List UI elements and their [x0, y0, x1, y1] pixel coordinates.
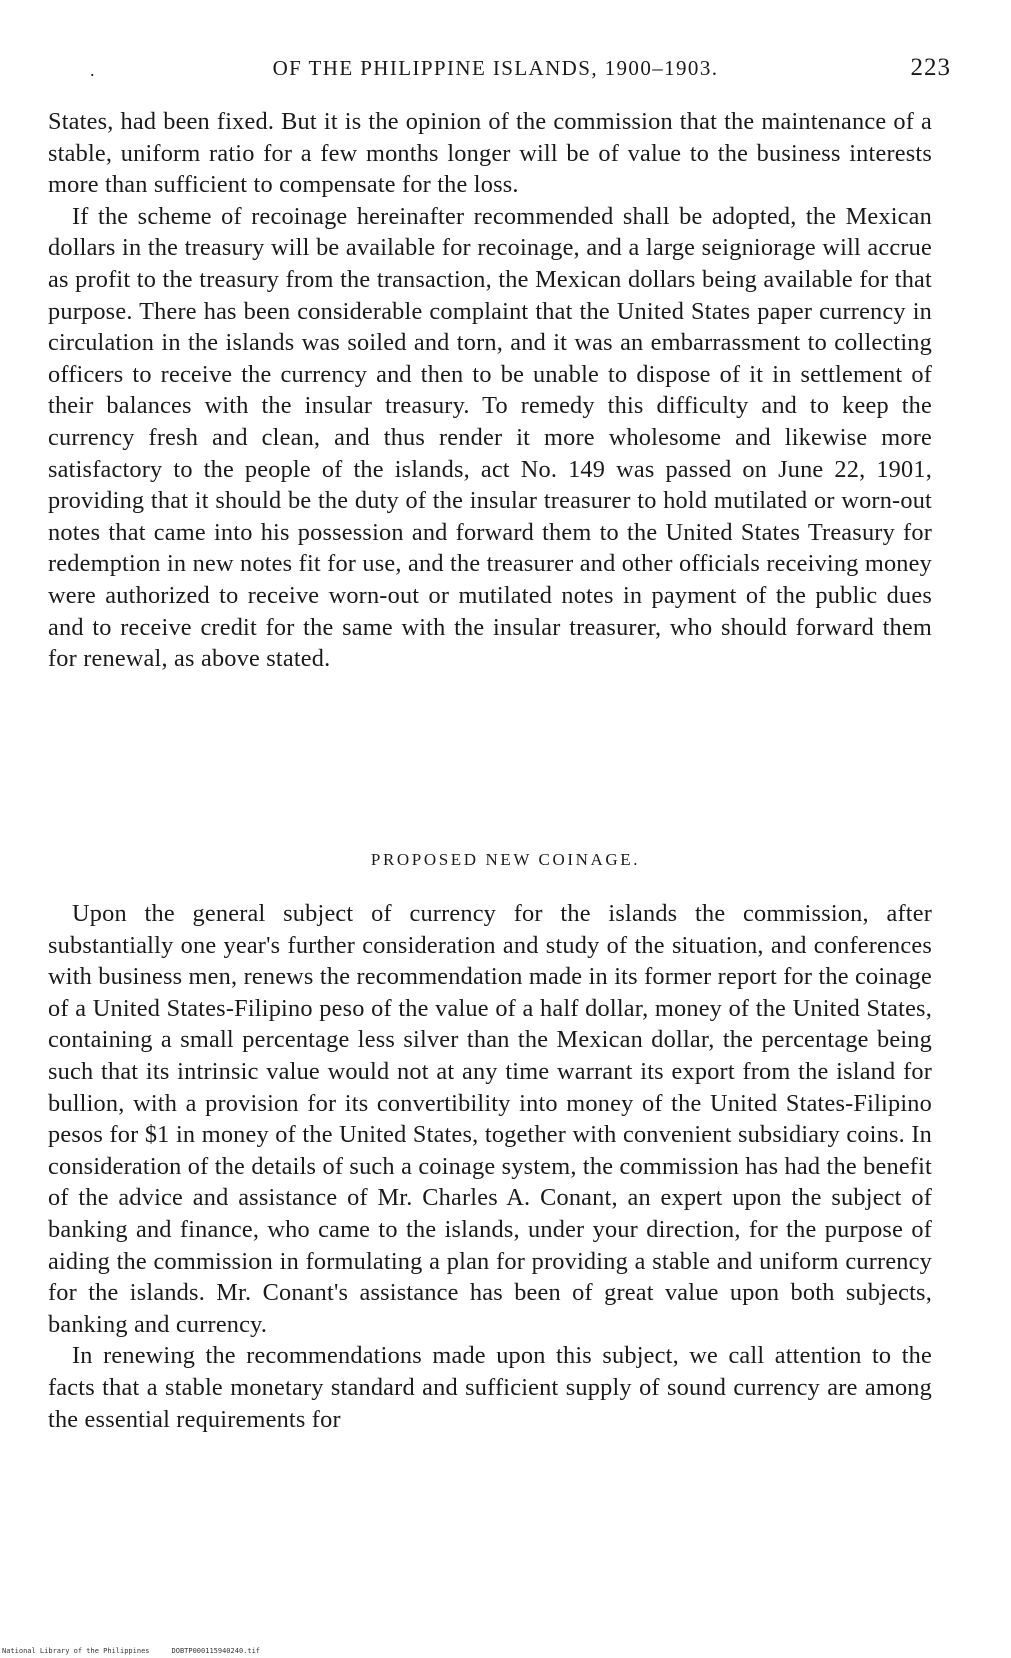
page-header [40, 50, 951, 90]
scan-footer [2, 1647, 260, 1655]
body-text-lower [48, 898, 932, 1435]
page-number: 223 [910, 54, 951, 81]
paragraph-continuation: States, had been fixed. But it is the opinion of the commission that the maintenance of a stable, uniform ratio for a few months longer will be of value to the business interests more than sufficient to compensate for the loss. [48, 108, 932, 199]
paragraph-recoinage: If the scheme of recoinage hereinafter recommended shall be adopted, the Mexican dollars in the treasury will be available for recoinage, and a large seigniorage will accrue as profit to the treasury from the transaction, the Mexican dollars being available for that purpose. There has been considerable complaint that the United States paper currency in circulation in the islands was soiled and torn, and it was an embarrassment to collecting officers to receive the currency and then to be unable to dispose of it in settlement of their balances with the insular treasury. To remedy this difficulty and to keep the currency fresh and clean, and thus render it more wholesome and likewise more satisfactory to the people of the islands, act No. 149 was passed on June 22, 1901, providing that it should be the duty of the insular treasurer to hold mutilated or worn-out notes that came into his possession and forward them to the United States Treasury for redemption in new notes fit for use, and the treasurer and other officials receiving money were authorized to receive worn-out or mutilated notes in payment of the public dues and to receive credit for the same with the insular treasurer, who should forward them for renewal, as above stated. [48, 202, 932, 673]
header-dot: . [90, 60, 95, 80]
footer-library: National Library of the Philippines [2, 1647, 150, 1655]
body-text-upper [48, 106, 932, 675]
paragraph-currency: Upon the general subject of currency for the islands the commission, after substantially one year's further consideration and study of the situation, and conferences with business men, renews the recommendation made in its former report for the coinage of a United States-Filipino peso of the value of a half dollar, money of the United States, containing a small percentage less silver than the Mexican dollar, the percentage being such that its intrinsic value would not at any time warrant its export from the island for bullion, with a provision for its convertibility into money of the United States-Filipino pesos for $1 in money of the United States, together with convenient subsidiary coins. In consideration of the details of such a coinage system, the commission has had the benefit of the advice and assistance of Mr. Charles A. Conant, an expert upon the subject of banking and finance, who came to the islands, under your direction, for the purpose of aiding the commission in formulating a plan for providing a stable and uniform currency for the islands. Mr. Conant's assistance has been of great value upon both subjects, banking and currency. [48, 900, 932, 1338]
running-title: OF THE PHILIPPINE ISLANDS, 1900–1903. [272, 56, 719, 80]
section-heading: PROPOSED NEW COINAGE. [370, 850, 641, 869]
paragraph-renewing: In renewing the recommendations made upon this subject, we call attention to the facts that a stable monetary standard and sufficient supply of sound currency are among the essential requirements for [48, 1342, 932, 1433]
footer-identifier: DOBTP000115940240.tif [171, 1647, 261, 1655]
